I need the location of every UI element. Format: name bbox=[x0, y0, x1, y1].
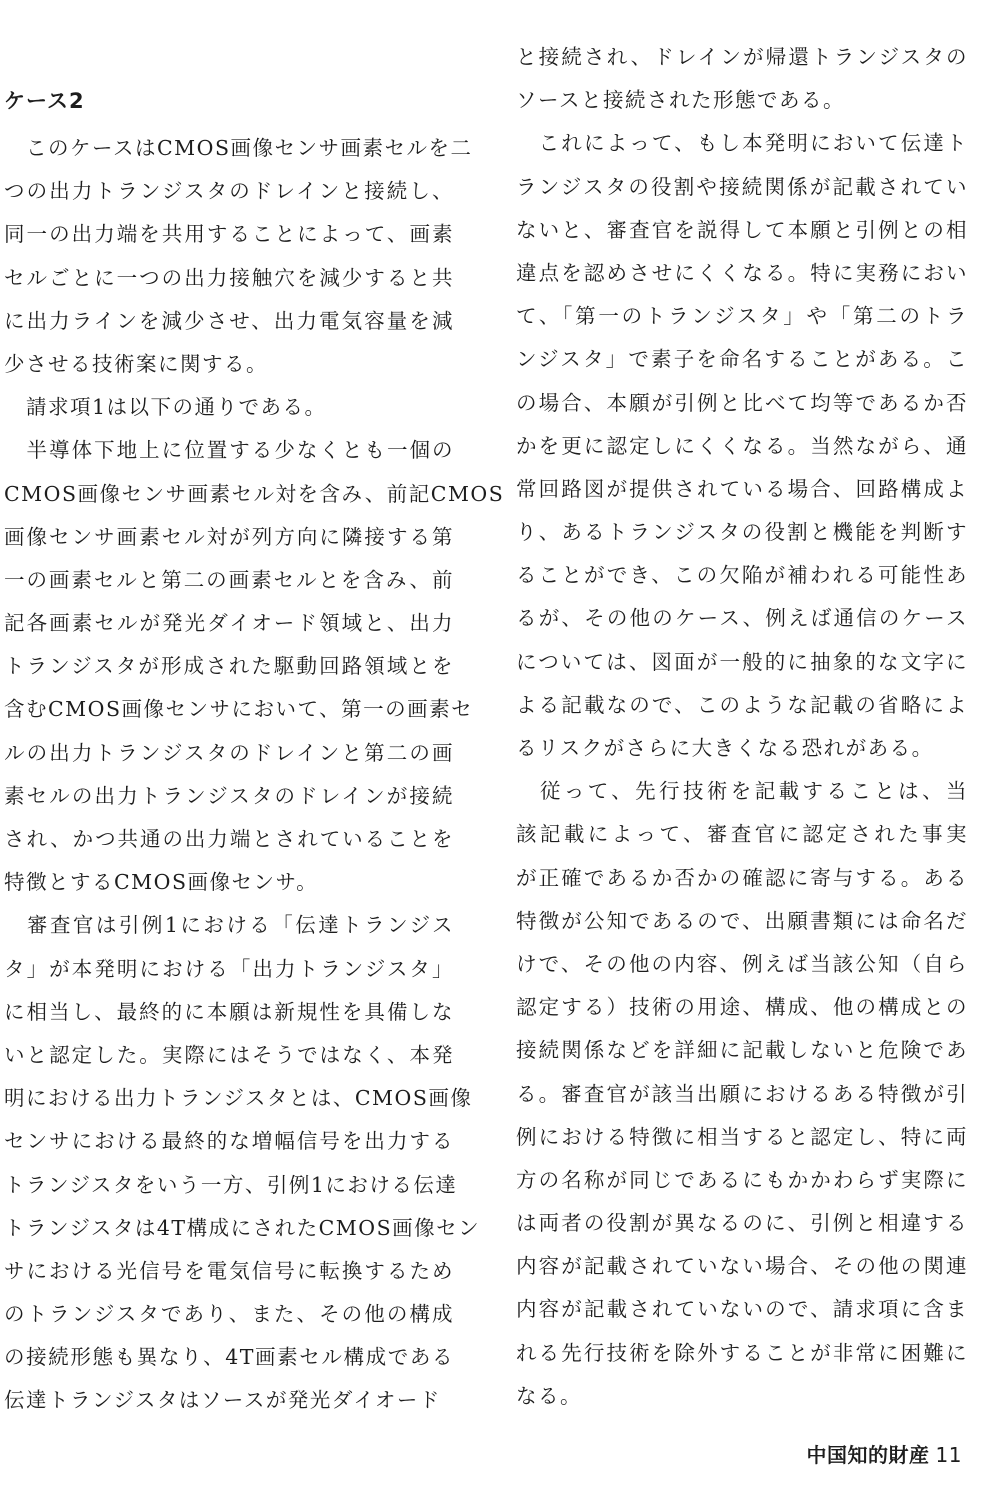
text-line: の接続形態も異なり、4T画素セル構成である bbox=[4, 1345, 454, 1370]
text-line: ソースと接続された形態である。 bbox=[516, 88, 845, 113]
page-number: 11 bbox=[935, 1443, 962, 1467]
text-line: セルごとに一つの出力接触穴を減少すると共 bbox=[4, 265, 454, 290]
text-line: に出力ラインを減少させ、出力電気容量を減 bbox=[4, 308, 454, 333]
text-line: の場合、本願が引例と比べて均等であるか否 bbox=[516, 390, 968, 415]
text-line: 特徴が公知であるので、出願書類には命名だ bbox=[516, 908, 968, 933]
text-line: 方の名称が同じであるにもかかわらず実際に bbox=[516, 1167, 968, 1192]
text-line: 特徴とするCMOS画像センサ。 bbox=[4, 870, 319, 895]
text-line: 少させる技術案に関する。 bbox=[4, 351, 268, 376]
text-line: は両者の役割が異なるのに、引例と相違する bbox=[516, 1211, 968, 1236]
text-line: 同一の出力端を共用することによって、画素 bbox=[4, 222, 454, 247]
text-line: けで、その他の内容、例えば当該公知（自ら bbox=[516, 951, 968, 976]
text-line: トランジスタが形成された駆動回路領域とを bbox=[4, 654, 454, 679]
text-line: 違点を認めさせにくくなる。特に実務におい bbox=[516, 260, 968, 285]
text-line: 伝達トランジスタはソースが発光ダイオード bbox=[4, 1388, 441, 1413]
page-footer bbox=[807, 1440, 962, 1470]
text-line: かを更に認定しにくくなる。当然ながら、通 bbox=[516, 433, 968, 458]
text-line: 例における特徴に相当すると認定し、特に両 bbox=[516, 1124, 968, 1149]
text-line: と接続され、ドレインが帰還トランジスタの bbox=[516, 45, 968, 69]
text-line: センサにおける最終的な増幅信号を出力する bbox=[4, 1129, 454, 1154]
right-text-column bbox=[516, 36, 968, 1418]
text-line: るリスクがさらに大きくなる恐れがある。 bbox=[516, 736, 934, 760]
section-heading: ケース2 bbox=[4, 89, 85, 113]
text-line: CMOS画像センサ画素セル対を含み、前記CMOS bbox=[4, 481, 505, 506]
text-line: 含むCMOS画像センサにおいて、第一の画素セ bbox=[4, 697, 474, 722]
text-line: なる。 bbox=[516, 1383, 582, 1408]
text-line: 常回路図が提供されている場合、回路構成よ bbox=[516, 476, 968, 501]
text-line: 認定する）技術の用途、構成、他の構成との bbox=[516, 995, 968, 1020]
text-line: に相当し、最終的に本願は新規性を具備しな bbox=[4, 999, 454, 1024]
text-line: 素セルの出力トランジスタのドレインが接続 bbox=[4, 783, 454, 808]
text-line: 内容が記載されていない場合、その他の関連 bbox=[516, 1254, 968, 1279]
text-line: については、図面が一般的に抽象的な文字に bbox=[516, 649, 968, 674]
text-line: サにおける光信号を電気信号に転換するため bbox=[4, 1258, 454, 1283]
left-text-column bbox=[4, 127, 505, 1423]
text-line: タ」が本発明における「出力トランジスタ」 bbox=[4, 956, 454, 981]
text-line: ることができ、この欠陥が補われる可能性あ bbox=[516, 563, 968, 588]
text-line: のトランジスタであり、また、その他の構成 bbox=[4, 1302, 454, 1327]
text-line: ランジスタの役割や接続関係が記載されてい bbox=[516, 174, 968, 199]
text-line: 明における出力トランジスタとは、CMOS画像 bbox=[4, 1086, 473, 1111]
text-line: 半導体下地上に位置する少なくとも一個の bbox=[4, 438, 454, 463]
text-line: ンジスタ」で素子を命名することがある。こ bbox=[516, 347, 968, 372]
text-line: 従って、先行技術を記載することは、当 bbox=[516, 779, 968, 804]
text-line: 該記載によって、審査官に認定された事実 bbox=[516, 822, 968, 847]
publication-name: 中国知的財産 bbox=[806, 1443, 930, 1467]
text-line: 一の画素セルと第二の画素セルとを含み、前 bbox=[4, 567, 454, 592]
text-line: され、かつ共通の出力端とされていることを bbox=[4, 827, 454, 851]
text-line: 内容が記載されていないので、請求項に含ま bbox=[516, 1297, 968, 1322]
text-line: 接続関係などを詳細に記載しないと危険であ bbox=[516, 1038, 968, 1063]
text-line: つの出力トランジスタのドレインと接続し、 bbox=[4, 179, 454, 204]
text-line: トランジスタをいう一方、引例1における伝達 bbox=[4, 1172, 458, 1197]
text-line: 画像センサ画素セル対が列方向に隣接する第 bbox=[4, 524, 454, 549]
text-line: るが、その他のケース、例えば通信のケース bbox=[516, 606, 968, 631]
text-line: いと認定した。実際にはそうではなく、本発 bbox=[4, 1042, 454, 1067]
text-line: れる先行技術を除外することが非常に困難に bbox=[516, 1340, 968, 1365]
text-line: り、あるトランジスタの役割と機能を判断す bbox=[516, 520, 968, 545]
text-line: よる記載なので、このような記載の省略によ bbox=[516, 692, 968, 717]
text-line: て、「第一のトランジスタ」や「第二のトラ bbox=[516, 304, 968, 329]
text-line: これによって、もし本発明において伝達ト bbox=[516, 131, 968, 156]
text-line: 審査官は引例1における「伝達トランジス bbox=[4, 913, 454, 938]
text-line: ないと、審査官を説得して本願と引例との相 bbox=[516, 217, 968, 242]
text-line: が正確であるか否かの確認に寄与する。ある bbox=[516, 865, 968, 890]
text-line: る。審査官が該当出願におけるある特徴が引 bbox=[516, 1081, 968, 1106]
text-line: トランジスタは4T構成にされたCMOS画像セン bbox=[4, 1215, 481, 1240]
text-line: 記各画素セルが発光ダイオード領域と、出力 bbox=[4, 611, 454, 636]
text-line: ルの出力トランジスタのドレインと第二の画 bbox=[4, 740, 454, 765]
text-line: このケースはCMOS画像センサ画素セルを二 bbox=[4, 136, 473, 160]
text-line: 請求項1は以下の通りである。 bbox=[4, 395, 327, 420]
